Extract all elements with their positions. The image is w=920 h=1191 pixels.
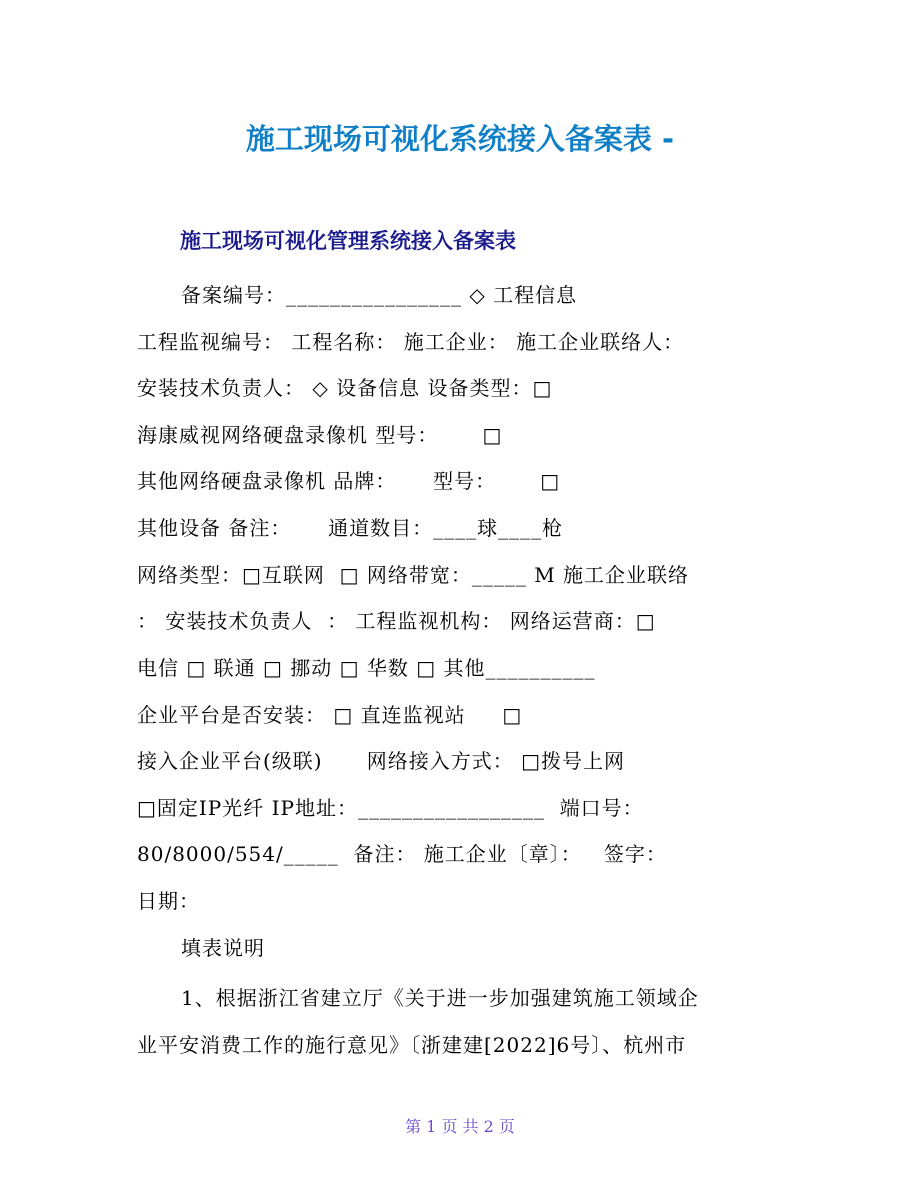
- operator-options-line: 电信 □ 联通 □ 挪动 □ 华数 □ 其他__________: [137, 656, 596, 680]
- access-method-line: 接入企业平台(级联) 网络接入方式： □拨号上网: [137, 749, 626, 773]
- date-line: 日期：: [137, 889, 200, 913]
- document-title: 施工现场可视化系统接入备案表 -: [245, 122, 675, 156]
- port-remarks-line: 80/8000/554/_____ 备注： 施工企业〔章〕： 签字：: [137, 842, 667, 866]
- device-info-line: 安装技术负责人： ◇ 设备信息 设备类型：□: [137, 376, 553, 400]
- instruction-paragraph-line-1: 1、根据浙江省建立厅《关于进一步加强建筑施工领域企: [181, 986, 699, 1010]
- instruction-paragraph-line-2: 业平安消费工作的施行意见》〔浙建建[2022]6号〕、杭州市: [137, 1033, 687, 1057]
- project-info-line: 工程监视编号： 工程名称： 施工企业： 施工企业联络人：: [137, 330, 685, 354]
- network-type-line: 网络类型：□互联网 □ 网络带宽：_____ M 施工企业联络: [137, 563, 690, 587]
- hikvision-nvr-line: 海康威视网络硬盘录像机 型号： □: [137, 423, 503, 447]
- instructions-heading: 填表说明: [181, 936, 265, 960]
- other-device-line: 其他设备 备注： 通道数目：____球____枪: [137, 516, 564, 540]
- record-number-line: 备案编号：________________ ◇ 工程信息: [181, 283, 578, 307]
- platform-installed-line: 企业平台是否安装： □ 直连监视站 □: [137, 703, 523, 727]
- ip-address-line: □固定IP光纤 IP地址：_________________ 端口号：: [137, 796, 644, 820]
- page-footer: 第 1 页 共 2 页: [405, 1117, 515, 1136]
- other-nvr-line: 其他网络硬盘录像机 品牌： 型号： □: [137, 469, 561, 493]
- form-title: 施工现场可视化管理系统接入备案表: [180, 229, 516, 253]
- tech-lead-line: ： 安装技术负责人 ： 工程监视机构： 网络运营商：□: [137, 609, 656, 633]
